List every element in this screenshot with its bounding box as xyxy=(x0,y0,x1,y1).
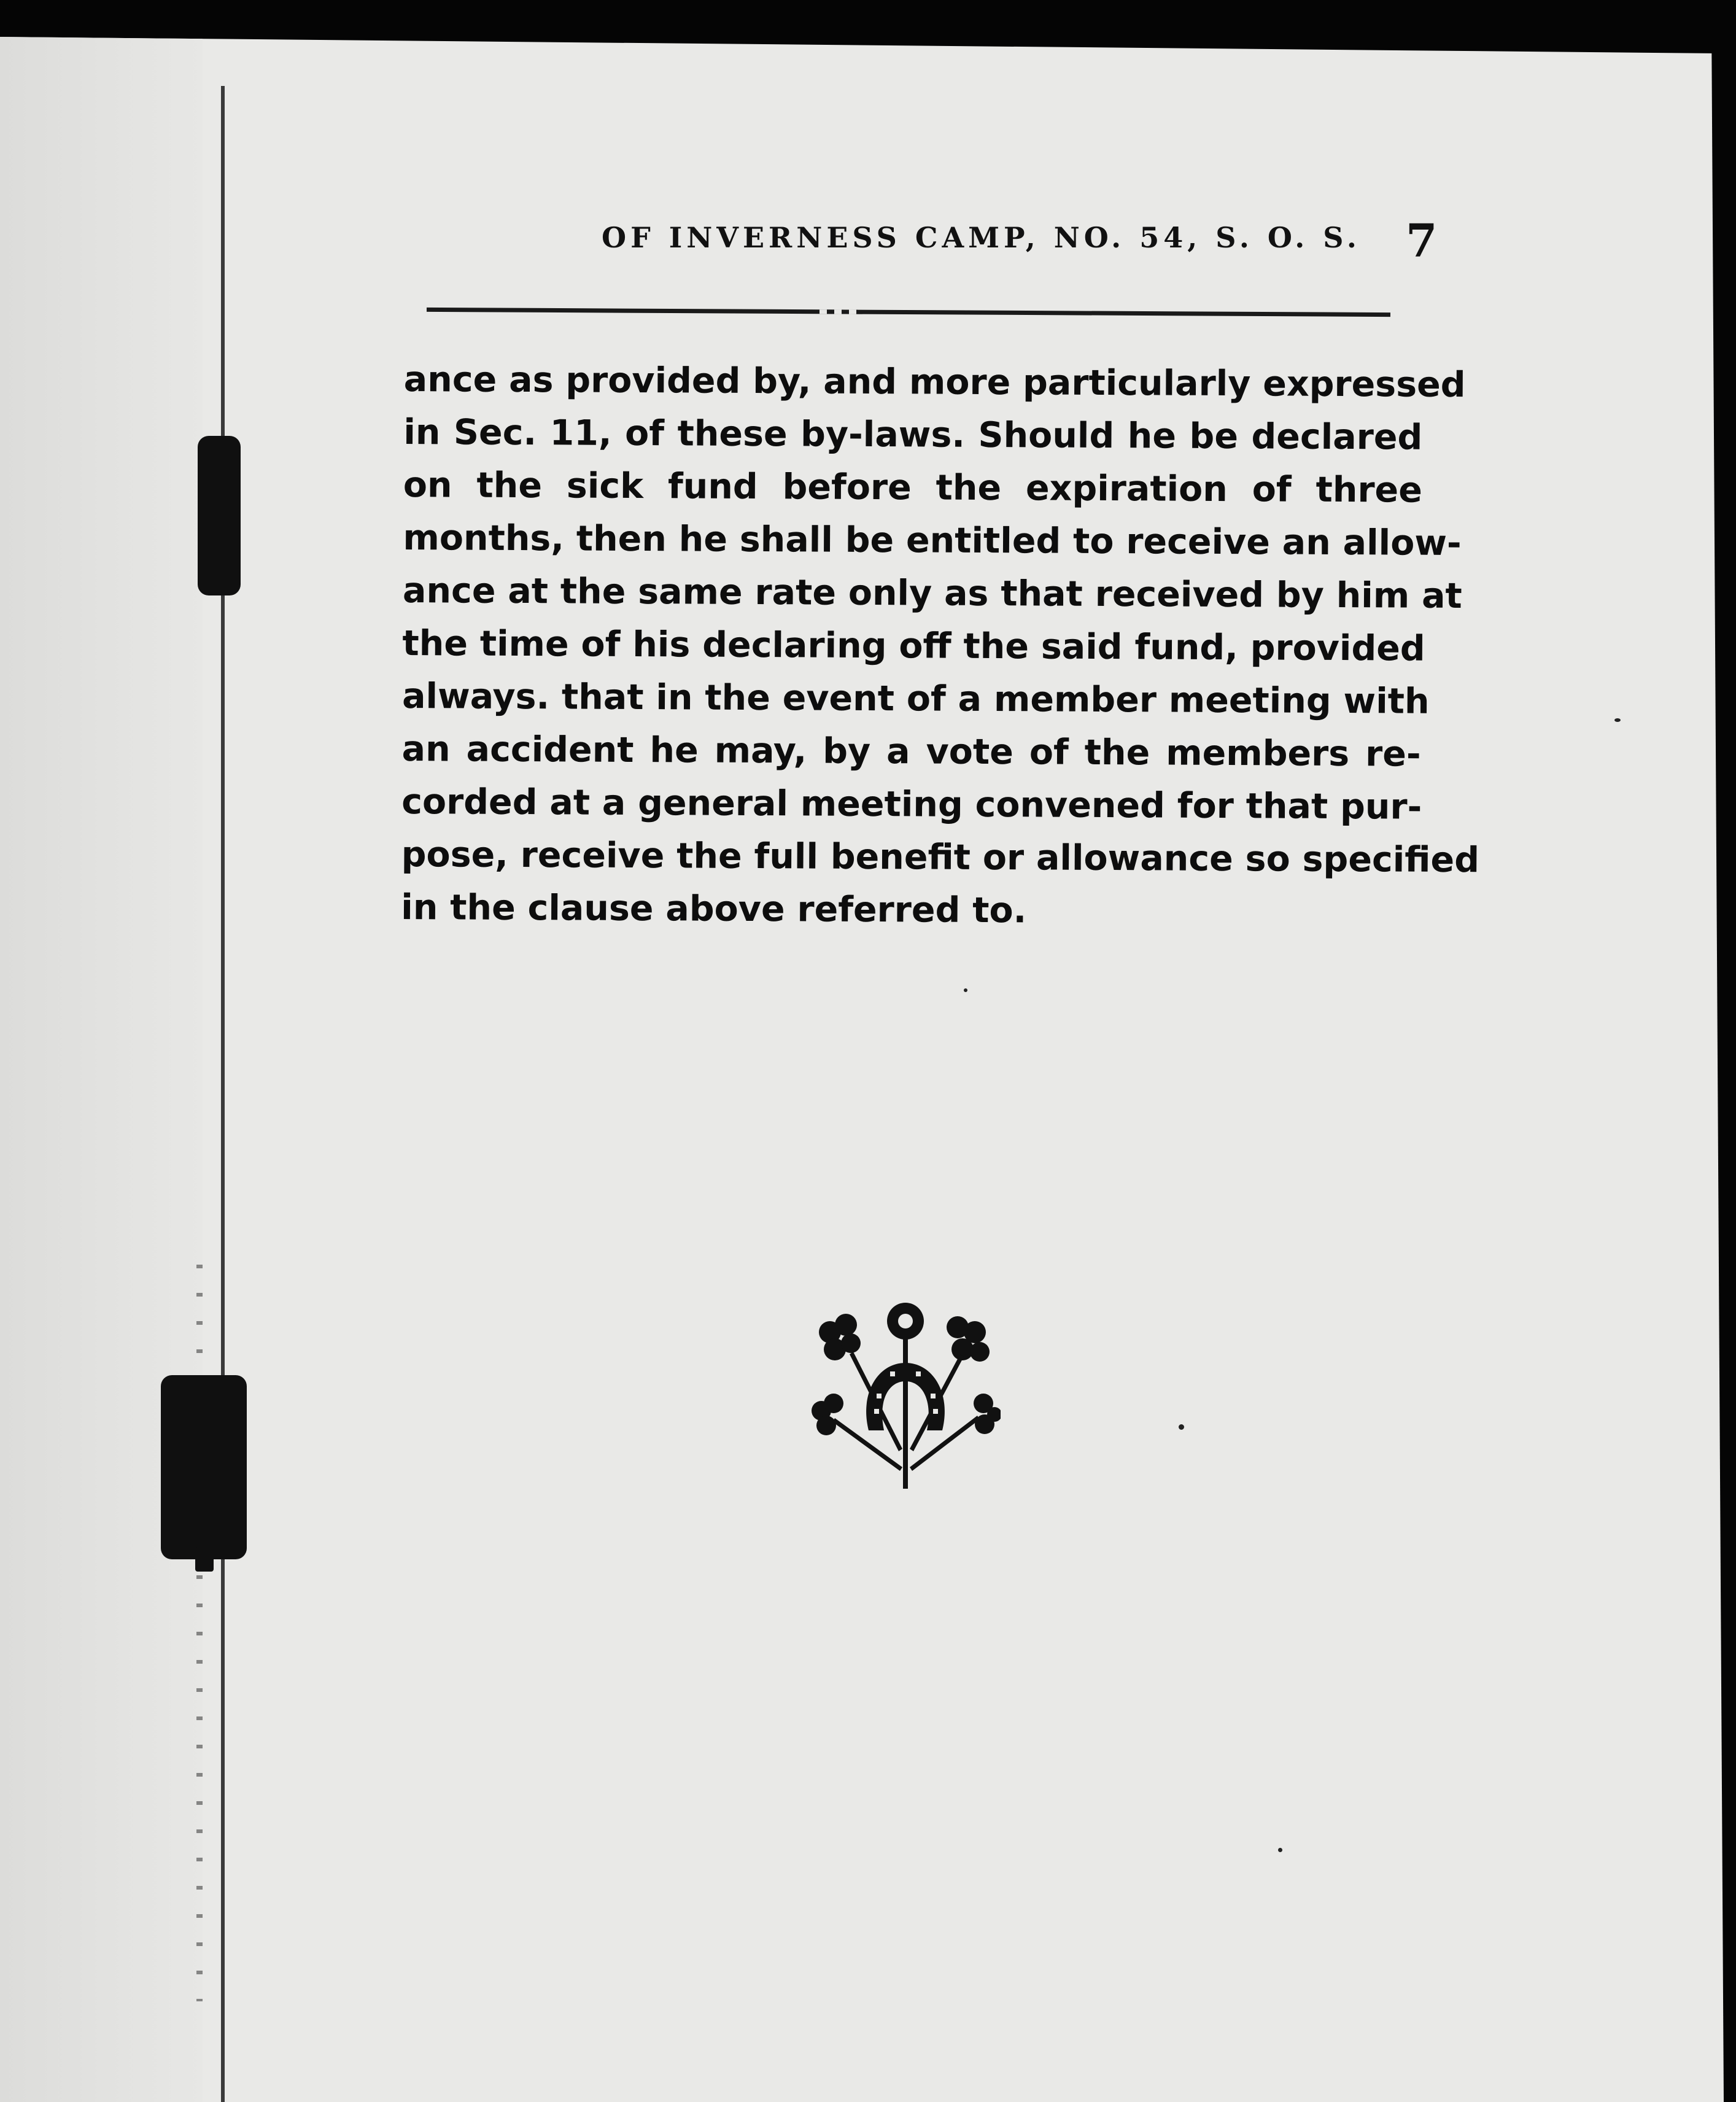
ink-speck xyxy=(1278,1848,1282,1852)
gutter xyxy=(0,37,203,2102)
page-header xyxy=(589,215,1449,270)
text-line: an accident he may, by a vote of the members re- xyxy=(401,728,1421,775)
text-line: corded at a general meeting convened for that pur- xyxy=(401,781,1422,828)
horseshoe-clover-ornament-icon xyxy=(810,1295,1001,1492)
text-line: months, then he shall be entitled to receive an allow- xyxy=(403,517,1462,564)
ink-speck xyxy=(1179,1424,1184,1430)
text-line: in Sec. 11, of these by-laws. Should he be declared xyxy=(403,411,1423,458)
page-number: 7 xyxy=(1406,215,1438,268)
staple-top xyxy=(198,436,241,595)
staple-bottom-tip xyxy=(195,1547,214,1572)
text-line: in the clause above referred to. xyxy=(401,886,1027,931)
text-line: pose, receive the full benefit or allowance so specified xyxy=(401,834,1480,881)
text-line: always. that in the event of a member meeting with xyxy=(401,675,1430,722)
text-line: ance as provided by, and more particularly expressed xyxy=(403,359,1466,406)
ink-speck xyxy=(964,988,967,992)
ink-speck xyxy=(1614,718,1621,722)
staple-bottom xyxy=(161,1375,247,1559)
body-paragraph xyxy=(401,353,1480,939)
paper-sheet xyxy=(0,37,1724,2102)
text-line: ance at the same rate only as that received by him at xyxy=(402,570,1462,617)
text-line: the time of his declaring off the said fund, provided xyxy=(402,622,1425,669)
text-line: on the sick fund before the expiration of three xyxy=(403,464,1423,511)
binding-fold xyxy=(221,86,225,2102)
running-head: OF INVERNESS CAMP, NO. 54, S. O. S. xyxy=(602,221,1361,254)
